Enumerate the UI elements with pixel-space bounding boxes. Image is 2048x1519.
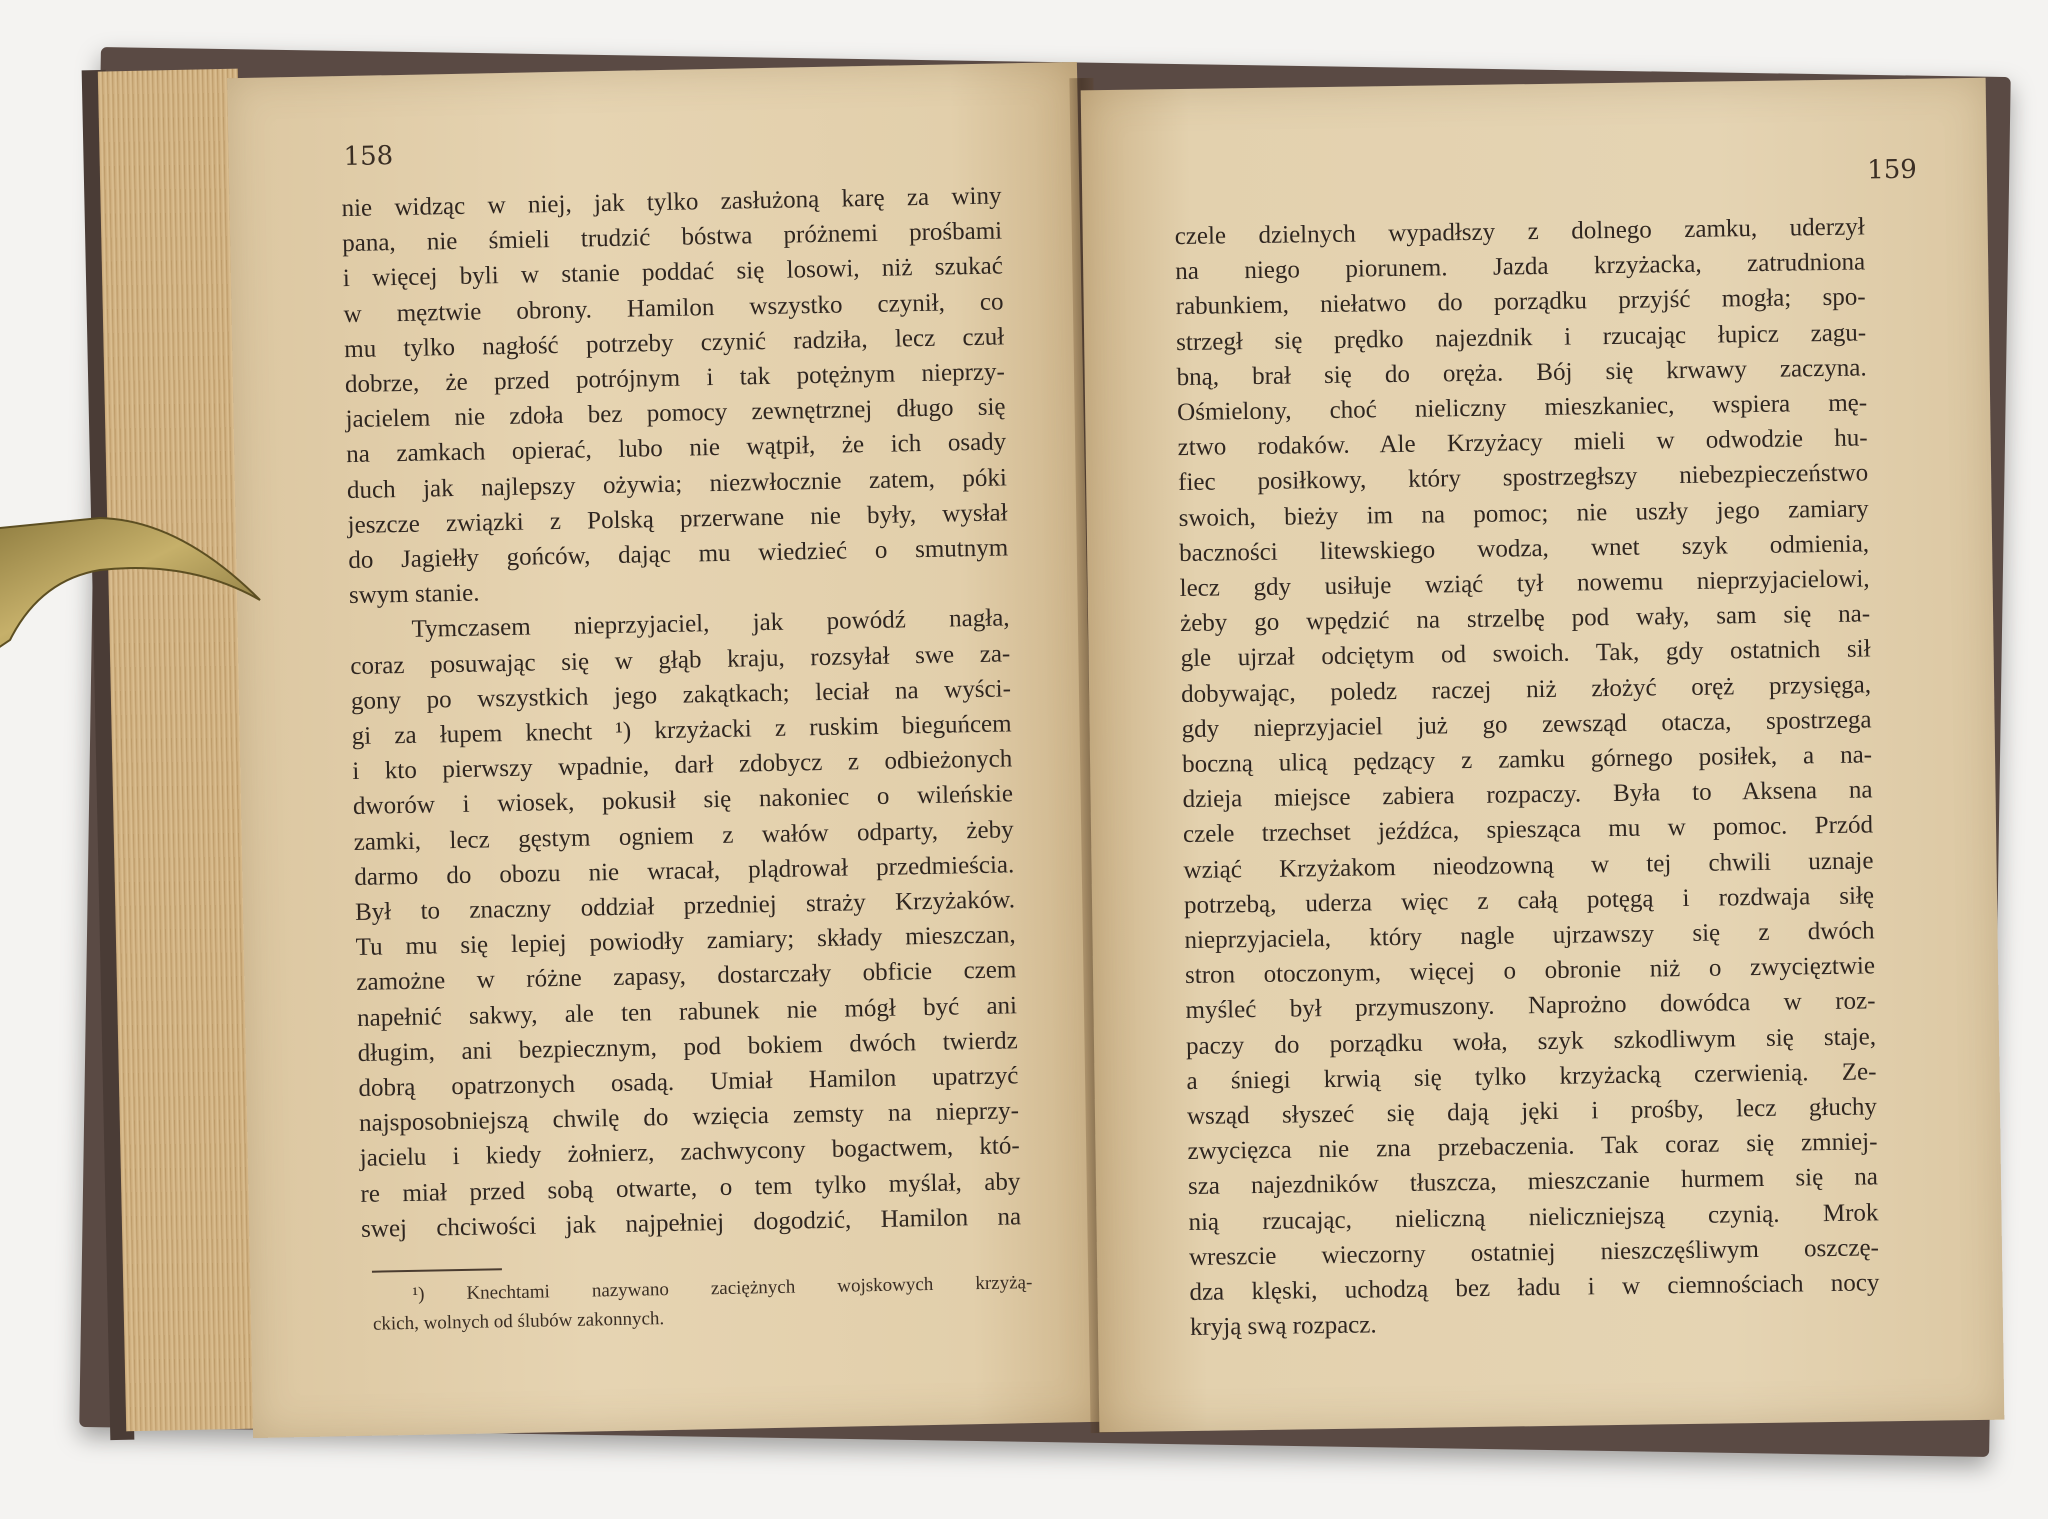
text-line: wziąć Krzyżakom nieodzowną w tej chwili uznaje (1183, 847, 1874, 884)
text-line: stron otoczonym, więcej o obronie niż o zwycięztwie (1184, 952, 1876, 990)
text-line: fiec posiłkowy, który spostrzegłszy niebezpieczeństwo (1177, 459, 1869, 497)
text-line: nią rzucając, nieliczną nieliczniejszą czynią. Mrok (1188, 1199, 1879, 1236)
text-line: na niego piorunem. Jazda krzyżacka, zatrudniona (1175, 248, 1866, 286)
text-line: żeby go wpędzić na strzelbę pod wały, sam się na- (1179, 600, 1871, 638)
text-line: nieprzyjaciela, który nagle ujrzawszy się z dwóch (1184, 917, 1875, 955)
footnote (372, 1268, 1033, 1339)
text-line: swoich, bieży im na pomoc; nie uszły jego zamiary (1178, 495, 1869, 532)
text-line: Ośmielony, choć nieliczny mieszkaniec, wspiera mę- (1176, 389, 1868, 427)
text-line: zamki, lecz gęstym ogniem z wałów odparty, żeby (353, 815, 1014, 856)
text-line: wsząd słyszeć się dają jęki i prośby, lecz głuchy (1186, 1093, 1878, 1131)
left-page (227, 62, 1103, 1438)
text-line: zamożne w różne zapasy, dostarczały obficie czem (356, 956, 1017, 997)
text-line: swej chciwości jak najpełniej dogodzić, Hamilon na (360, 1203, 1022, 1243)
text-line: zwycięzca nie zna przebaczenia. Tak coraz się zmniej- (1187, 1128, 1878, 1166)
right-page-text (1174, 209, 1880, 1345)
text-line: myśleć był przymuszony. Naprożno dowódca w roz- (1185, 987, 1876, 1025)
text-line: jeszcze związki z Polską przerwane nie były, wysłał (347, 499, 1008, 539)
text-line: baczności litewskiego wodza, wnet szyk odmienia, (1178, 530, 1870, 567)
right-page (1081, 78, 2005, 1433)
text-line: napełnić sakwy, ale ten rabunek nie mógł być ani (356, 991, 1018, 1032)
text-line: gdy nieprzyjaciel już go zewsząd otacza, spostrzega (1181, 706, 1872, 743)
text-line: w męztwie obrony. Hamilon wszystko czynił, co (343, 288, 1004, 328)
text-line: lecz gdy usiłuje wziąć tył nowemu nieprzyjacielowi, (1179, 565, 1870, 603)
text-line: coraz posuwając się w głąb kraju, rozsyłał swe za- (350, 639, 1011, 680)
text-line: potrzebą, uderza więc z całą potęgą i rozdwaja siłę (1183, 882, 1875, 919)
text-line: nie widząc w niej, jak tylko zasłużoną karę za winy (341, 182, 1002, 223)
text-line: dobywając, poledz raczej niż złożyć oręż przysięga, (1180, 671, 1872, 708)
text-line: Tu mu się lepiej powiodły zamiary; składy mieszczan, (355, 921, 1016, 962)
page-number-left: 158 (343, 141, 394, 173)
brass-bookmark-icon (0, 500, 270, 670)
footnote-line: ¹) Knechtami nazywano zaciężnych wojskowych krzyżą- (412, 1272, 1033, 1305)
text-line: sza najezdników tłuszcza, mieszczanie hurmem się na (1187, 1163, 1879, 1201)
text-line: rabunkiem, niełatwo do porządku przyjść mogła; spo- (1175, 283, 1866, 321)
text-line: dobrą opatrzonych osadą. Umiał Hamilon upatrzyć (358, 1062, 1019, 1103)
footnote-divider (372, 1268, 502, 1272)
text-line: długim, ani bezpiecznym, pod bokiem dwóch twierdz (357, 1027, 1018, 1067)
text-line: najsposobniejszą chwilę do wzięcia zemsty na nieprzy- (358, 1097, 1020, 1138)
text-line: Był to znaczny oddział przedniej straży Krzyżaków. (354, 886, 1016, 927)
text-line: gony po wszystkich jego zakątkach; leciał na wyści- (350, 675, 1012, 715)
text-line: i więcej byli w stanie poddać się losowi, niż szukać (342, 252, 1004, 293)
text-line: ztwo rodaków. Ale Krzyżacy mieli w odwodzie hu- (1177, 424, 1868, 462)
text-line: dza klęski, uchodzą bez ładu i w ciemnościach nocy (1189, 1269, 1880, 1307)
text-line: czele trzechset jeźdźca, spiesząca mu w pomoc. Przód (1182, 811, 1874, 849)
text-line: do Jagiełły gońców, dając mu wiedzieć o smutnym (348, 534, 1009, 575)
text-line: mu tylko nagłość potrzeby czynić radziła, lecz czuł (343, 323, 1005, 363)
footnote-line: ckich, wolnych od ślubów zakonnych. (372, 1308, 665, 1335)
text-line: dworów i wiosek, pokusił się nakoniec o wileńskie (352, 780, 1014, 821)
text-line: duch jak najlepszy ożywia; niezwłocznie zatem, póki (346, 464, 1008, 504)
text-line: pana, nie śmieli trudzić bóstwa próżnemi prośbami (341, 217, 1003, 258)
text-line: kryją swą rozpacz. (1189, 1311, 1377, 1342)
text-line: gle ujrzał odciętym od swoich. Tak, gdy ostatnich sił (1180, 635, 1871, 673)
text-line: jacielu i kiedy żołnierz, zachwycony bogactwem, któ- (359, 1132, 1020, 1173)
page-number-right: 159 (1867, 154, 1918, 186)
text-line: jacielem nie zdoła bez pomocy zewnętrznej długo się (345, 393, 1006, 434)
text-line: na zamkach opierać, lubo nie wątpił, że ich osady (346, 428, 1007, 469)
text-line: re miał przed sobą otwarte, o tem tylko myślał, aby (360, 1167, 1021, 1208)
text-line: boczną ulicą pędzący z zamku górnego posiłek, a na- (1181, 741, 1873, 779)
text-line: Tymczasem nieprzyjaciel, jak powódź nagła, (411, 604, 1010, 644)
text-line: a śniegi krwią się tylko krzyżacką czerwienią. Ze- (1186, 1058, 1877, 1095)
text-line: czele dzielnych wypadłszy z dolnego zamku, uderzył (1174, 213, 1865, 251)
text-line: gi za łupem knecht ¹) krzyżacki z ruskim bieguńcem (351, 710, 1012, 751)
text-line: swym stanie. (348, 579, 480, 610)
text-line: dzieja miejsce zabiera rozpaczy. Była to Aksena na (1182, 776, 1873, 814)
text-line: darmo do obozu nie wracał, plądrował przedmieścia. (354, 851, 1015, 891)
text-line: paczy do porządku woła, szyk szkodliwym się staje, (1185, 1023, 1877, 1060)
text-line: strzegł się prędko najezdnik i rzucając łupicz zagu- (1176, 319, 1867, 356)
text-line: bną, brał się do oręża. Bój się krwawy zaczyna. (1176, 354, 1867, 391)
text-line: wreszcie wieczorny ostatniej nieszczęśliwym oszczę- (1188, 1234, 1880, 1271)
text-line: dobrze, że przed potrójnym i tak potężnym nieprzy- (344, 358, 1006, 399)
left-page-text (341, 178, 1021, 1247)
text-line: i kto pierwszy wpadnie, darł zdobycz z odbieżonych (352, 745, 1013, 786)
